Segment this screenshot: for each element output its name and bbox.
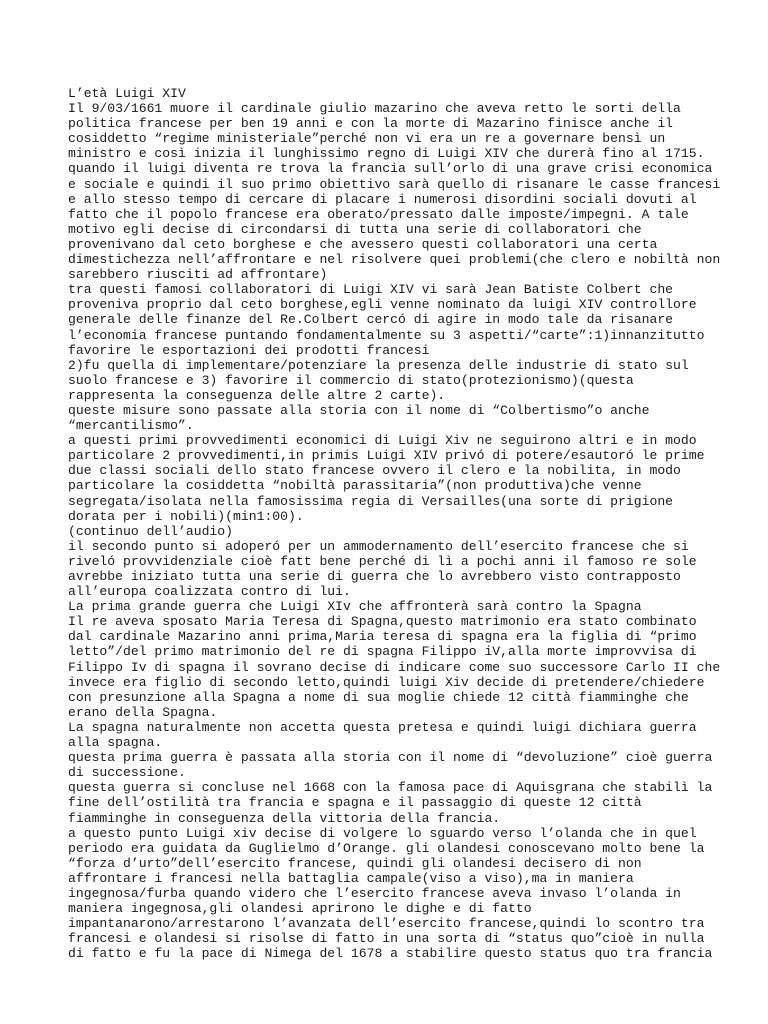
text-line: fiamminghe in conseguenza della vittoria della francia. [68,810,501,826]
text-line: letto”/del primo matrimonio del re di spagna Filippo iV,alla morte improvvisa di [68,644,697,660]
text-line: dimestichezza nell’affrontare e nel risolvere quei problemi(che clero e nobiltà non [68,252,721,268]
text-line: di fatto e fu la pace di Nimega del 1678 a stabilire questo status quo tra francia [68,946,713,962]
text-line: l’economia francese puntando fondamentalmente su 3 aspetti/“carte”:1)innanzitutto [68,327,705,343]
text-line: generale delle finanze del Re.Colbert cercó di agire in modo tale da risanare [68,312,674,328]
text-line: impantanarono/arrestarono l’avanzata dell’esercito francese,quindi lo scontro tra [68,916,705,932]
text-line: e sociale e quindi il suo primo obiettivo sarà quello di risanare le casse francesi [68,176,721,192]
text-line: particolare la cosiddetta “nobiltà parassitaria”(non produttiva)che venne [68,478,642,494]
text-line: due classi sociali dello stato francese ovvero il clero e la nobilita, in modo [68,463,681,479]
text-line: Filippo Iv di spagna il sovrano decise di indicare come suo successore Carlo II che [68,659,721,675]
text-line: di successione. [68,765,186,781]
text-line: questa guerra si concluse nel 1668 con la famosa pace di Aquisgrana che stabilì la [68,780,713,796]
text-line: Il re aveva sposato Maria Teresa di Spagna,questo matrimonio era stato combinato [68,614,697,630]
text-line: motivo egli decise di circondarsi di tutta una serie di collaboratori che [68,221,642,237]
text-line: erano della Spagna. [68,704,218,720]
text-line: sarebbero riusciti ad affrontare) [68,267,328,283]
text-line: questa prima guerra è passata alla storia con il nome di “devoluzione” cioè guerra [68,750,713,766]
text-line: rappresenta la conseguenza delle altre 2 carte). [68,387,446,403]
text-line: maniera ingegnosa,gli olandesi aprirono le dighe e di fatto [68,901,532,917]
document-title: L’età Luigi XIV [68,86,186,101]
text-line: proveniva proprio dal ceto borghese,egli venne nominato da luigi XIV controllore [68,297,697,313]
text-line: francesi e olandesi si risolse di fatto in una sorta di “status quo”cioè in nulla [68,931,705,947]
text-line: quando il luigi diventa re trova la francia sull’orlo di una grave crisi economica [68,161,713,177]
text-line: queste misure sono passate alla storia con il nome di “Colbertismo”o anche [68,402,650,418]
text-line: dal cardinale Mazarino anni prima,Maria teresa di spagna era la figlia di “primo [68,629,697,645]
text-line: fatto che il popolo francese era oberato/pressato dalle imposte/impegni. A tale [68,206,689,222]
text-line: il secondo punto si adoperó per un ammodernamento dell’esercito francese che si [68,538,689,554]
text-line: provenivano dal ceto borghese e che avessero questi collaboratori una certa [68,236,658,252]
text-line: La spagna naturalmente non accetta questa pretesa e quindi luigi dichiara guerra [68,719,697,735]
text-line: tra questi famosi collaboratori di Luigi XIV vi sarà Jean Batiste Colbert che [68,282,674,298]
text-line: all’europa coalizzata contro di lui. [68,584,351,600]
text-line: a questi primi provvedimenti economici di Luigi Xiv ne seguirono altri e in modo [68,433,697,449]
text-line: particolare 2 provvedimenti,in primis Luigi XIV privó di potere/esautoró le prime [68,448,705,464]
text-line: cosiddetto “regime ministeriale”perché non vi era un re a governare bensì un [68,131,666,147]
text-line: La prima grande guerra che Luigi XIv che affronterà sarà contro la Spagna [68,599,642,615]
text-line: “forza d’urto”dell’esercito francese, quindi gli olandesi decisero di non [68,855,642,871]
text-line: affrontare i francesi nella battaglia campale(viso a viso),ma in maniera [68,870,634,886]
text-line: “mercantilismo”. [68,418,194,434]
text-line: ingegnosa/furba quando videro che l’esercito francese aveva invaso l’olanda in [68,885,681,901]
text-line: fine dell’ostilità tra francia e spagna e il passaggio di queste 12 città [68,795,642,811]
text-line: periodo era guidata da Guglielmo d’Orange. gli olandesi conoscevano molto bene la [68,840,705,856]
text-line: suolo francese e 3) favorire il commercio di stato(protezionismo)(questa [68,372,634,388]
text-line: a questo punto Luigi xiv decise di volgere lo sguardo verso l’olanda che in quel [68,825,697,841]
text-line: (continuo dell’audio) [68,523,234,539]
text-line: segregata/isolata nella famosissima regia di Versailles(una sorte di prigione [68,493,674,509]
text-line: invece era figlio di secondo letto,quindi luigi Xiv decide di pretendere/chiedere [68,674,705,690]
text-line: e allo stesso tempo di cercare di placare i numerosi disordini sociali dovuti al [68,191,697,207]
document-page [68,86,728,961]
text-line: dorata per i nobili)(min1:00). [68,508,304,524]
text-line: favorire le esportazioni dei prodotti francesi [68,342,430,358]
text-line: riveló provvidenziale cioè fatt bene perché di lì a pochi anni il famoso re sole [68,553,697,569]
text-line: Il 9/03/1661 muore il cardinale giulio mazarino che aveva retto le sorti della [68,101,681,117]
text-line: 2)fu quella di implementare/potenziare la presenza delle industrie di stato sul [68,357,689,373]
text-line: avrebbe iniziato tutta una serie di guerra che lo avrebbero visto contrapposto [68,569,681,584]
text-line: politica francese per ben 19 anni e con la morte di Mazarino finisce anche il [68,116,674,132]
text-line: ministro e così inizia il lunghissimo regno di Luigi XIV che durerà fino al 1715. [68,146,705,162]
text-line: con presunzione alla Spagna a nome di sua moglie chiede 12 città fiamminghe che [68,689,689,705]
text-line: alla spagna. [68,735,163,751]
